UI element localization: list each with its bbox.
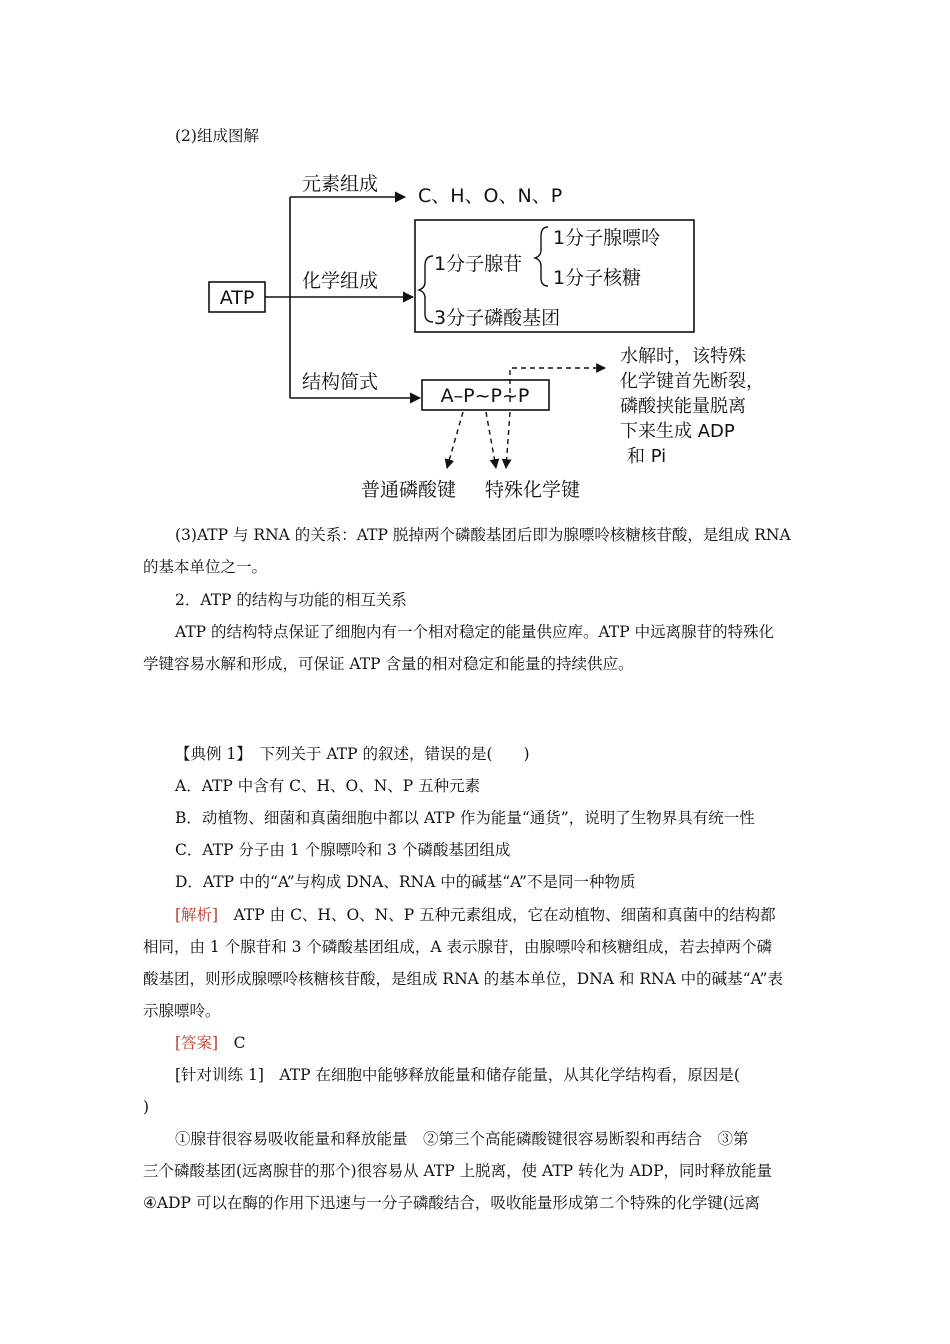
analysis-line-4: 示腺嘌呤。 <box>143 1002 221 1020</box>
normal-bond-label: 普通磷酸键 <box>361 479 457 501</box>
option-a: A．ATP 中含有 C、H、O、N、P 五种元素 <box>175 777 481 795</box>
para-3-line-1: (3)ATP 与 RNA 的关系：ATP 脱掉两个磷酸基团后即为腺嘌呤核糖核苷酸，是组成 RNA <box>175 526 791 544</box>
training-line-2: ) <box>143 1098 150 1116</box>
training-line-5: ④ADP 可以在酶的作用下迅速与一分子磷酸结合，吸收能量形成第二个特殊的化学键(远离 <box>143 1194 760 1212</box>
option-b: B．动植物、细菌和真菌细胞中都以 ATP 作为能量“通货”，说明了生物界具有统一性 <box>175 809 755 827</box>
branch-elements-label: 元素组成 <box>302 173 379 195</box>
special-bond-arrow-1 <box>486 412 496 468</box>
adenine-label: 1分子腺嘌呤 <box>553 227 661 249</box>
normal-bond-arrow <box>447 412 463 468</box>
elements-value: C、H、O、N、P <box>418 185 563 207</box>
training-line-4: 三个磷酸基团(远离腺苷的那个)很容易从 ATP 上脱离，使 ATP 转化为 ADP，同时释放能量 <box>143 1162 773 1180</box>
atp-box-label: ATP <box>219 287 255 309</box>
inner-brace <box>535 227 548 286</box>
ribose-label: 1分子核糖 <box>553 267 642 289</box>
analysis-tag: [解析] <box>175 906 219 924</box>
phosphate-label: 3分子磷酸基团 <box>434 307 561 329</box>
para-2-line-2: 学键容易水解和形成，可保证 ATP 含量的相对稳定和能量的持续供应。 <box>143 655 634 673</box>
note-line-4: 下来生成 ADP <box>620 421 735 442</box>
example-title: 【典例 1】 下列关于 ATP 的叙述，错误的是( ) <box>175 745 530 763</box>
answer-tag: [答案] <box>175 1034 219 1052</box>
analysis-line-1 <box>175 904 776 926</box>
special-bond-arrow-2 <box>506 412 510 468</box>
note-line-1: 水解时，该特殊 <box>620 346 746 367</box>
option-c: C．ATP 分子由 1 个腺嘌呤和 3 个磷酸基团组成 <box>175 841 511 859</box>
special-bond-label: 特殊化学键 <box>485 479 581 501</box>
outer-brace <box>419 256 433 322</box>
analysis-line-2: 相同，由 1 个腺苷和 3 个磷酸基团组成，A 表示腺苷，由腺嘌呤和核糖组成，若去掉两个磷 <box>143 938 773 956</box>
adenosine-label: 1分子腺苷 <box>434 253 523 275</box>
para-2-line-1: ATP 的结构特点保证了细胞内有一个相对稳定的能量供应库。ATP 中远离腺苷的特殊化 <box>175 623 775 641</box>
analysis-line-3: 酸基团，则形成腺嘌呤核糖核苷酸，是组成 RNA 的基本单位，DNA 和 RNA 中的碱基“A”表 <box>143 970 783 988</box>
heading-2: 2．ATP 的结构与功能的相互关系 <box>175 591 407 609</box>
analysis-text-1: ATP 由 C、H、O、N、P 五种元素组成，它在动植物、细菌和真菌中的结构都 <box>218 906 776 924</box>
answer-line <box>175 1032 245 1054</box>
note-line-5: 和 Pi <box>627 446 667 467</box>
training-line-3: ①腺苷很容易吸收能量和释放能量 ②第三个高能磷酸键很容易断裂和再结合 ③第 <box>175 1130 749 1148</box>
note-line-2: 化学键首先断裂， <box>620 371 764 392</box>
structure-formula: A–P~P~P <box>440 385 530 407</box>
answer-value: C <box>218 1034 246 1052</box>
section-label: (2)组成图解 <box>175 127 259 145</box>
para-3-line-2: 的基本单位之一。 <box>143 558 268 576</box>
note-line-3: 磷酸挟能量脱离 <box>620 396 746 417</box>
option-d: D．ATP 中的“A”与构成 DNA、RNA 中的碱基“A”不是同一种物质 <box>175 873 636 891</box>
branch-chemical-label: 化学组成 <box>302 270 379 292</box>
training-line-1: [针对训练 1] ATP 在细胞中能够释放能量和储存能量，从其化学结构看，原因是( <box>175 1066 740 1084</box>
branch-structure-label: 结构简式 <box>302 371 379 393</box>
